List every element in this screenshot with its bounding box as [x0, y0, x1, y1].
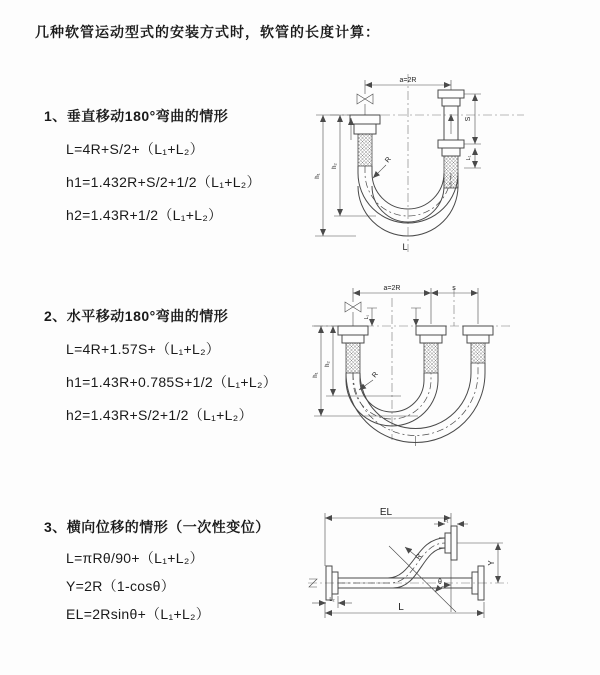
formula-length: L=πRθ/90+（L₁+L₂）	[66, 550, 204, 566]
hose-u-bend	[346, 363, 485, 446]
left-riser	[350, 115, 380, 166]
dim-label-el: EL	[379, 507, 393, 518]
dim-label-stroke: s	[452, 285, 456, 292]
centerlines	[314, 288, 513, 440]
upper-right-flange	[439, 526, 457, 560]
dim-label-fitting: L₁	[466, 155, 472, 161]
diagram-lateral-displacement	[298, 496, 600, 648]
dim-label-span: a=2R	[383, 285, 401, 292]
dimension-h2	[325, 326, 401, 396]
dimension-fitting	[464, 148, 481, 168]
dim-label-length: L	[398, 602, 404, 613]
dimension-length	[325, 602, 484, 618]
dimension-stroke	[464, 94, 481, 144]
hose-s-curve	[338, 538, 472, 588]
dim-label-h2: h₂	[325, 361, 331, 367]
dim-label-radius: R	[371, 370, 380, 380]
dimension-offset	[457, 543, 503, 583]
formula-h1: h1=1.43R+0.785S+1/2（L₁+L₂）	[66, 374, 277, 390]
section-3	[44, 517, 314, 622]
formula-h2: h2=1.43R+S/2+1/2（L₁+L₂）	[66, 407, 253, 423]
dim-label-length: L	[402, 242, 408, 252]
dim-label-radius: R	[414, 552, 424, 562]
dimension-radius	[373, 156, 393, 178]
diagram-horizontal-movement	[306, 280, 521, 452]
dimension-el	[325, 507, 451, 566]
dim-label-h2: h₂	[332, 163, 338, 169]
dim-label-fitting-2: L₂	[329, 597, 335, 603]
dimension-fitting-2	[312, 596, 352, 608]
dim-label-h1: h₁	[313, 372, 319, 378]
dim-label-span: a=2R	[399, 77, 417, 84]
dim-label-offset: Y	[487, 560, 496, 566]
section-3-heading: 3、横向位移的情形（一次性变位）	[44, 519, 270, 535]
section-2	[44, 306, 314, 423]
formula-length: L=4R+1.57S+（L₁+L₂）	[66, 341, 221, 357]
section-1	[44, 106, 314, 223]
middle-riser	[416, 326, 446, 373]
section-1-heading: 1、垂直移动180°弯曲的情形	[44, 108, 229, 124]
dim-label-radius: R	[384, 155, 393, 165]
right-riser	[463, 326, 493, 363]
dim-label-h1: h₁	[315, 173, 321, 179]
dim-label-fitting-1: L₁	[443, 518, 449, 524]
valve-icon	[357, 94, 373, 115]
dimension-h1	[315, 115, 356, 236]
valve-icon	[345, 302, 361, 326]
diagram-vertical-movement	[310, 68, 550, 263]
formula-h1: h1=1.432R+S/2+1/2（L₁+L₂）	[66, 174, 261, 190]
formula-el: EL=2Rsinθ+（L₁+L₂）	[66, 606, 211, 622]
left-riser	[338, 326, 368, 373]
section-2-heading: 2、水平移动180°弯曲的情形	[44, 308, 229, 324]
formula-length: L=4R+S/2+（L₁+L₂）	[66, 141, 204, 157]
dim-label-fitting: L₁	[364, 314, 370, 320]
dim-label-stroke: S	[465, 116, 472, 122]
dimension-fitting	[364, 308, 421, 326]
dimension-h1	[312, 326, 418, 416]
dim-label-angle: θ	[438, 579, 442, 586]
formula-h2: h2=1.43R+1/2（L₁+L₂）	[66, 207, 223, 223]
page-title: 几种软管运动型式的安装方式时，软管的长度计算：	[35, 24, 380, 40]
formula-offset: Y=2R（1-cosθ）	[66, 578, 176, 594]
